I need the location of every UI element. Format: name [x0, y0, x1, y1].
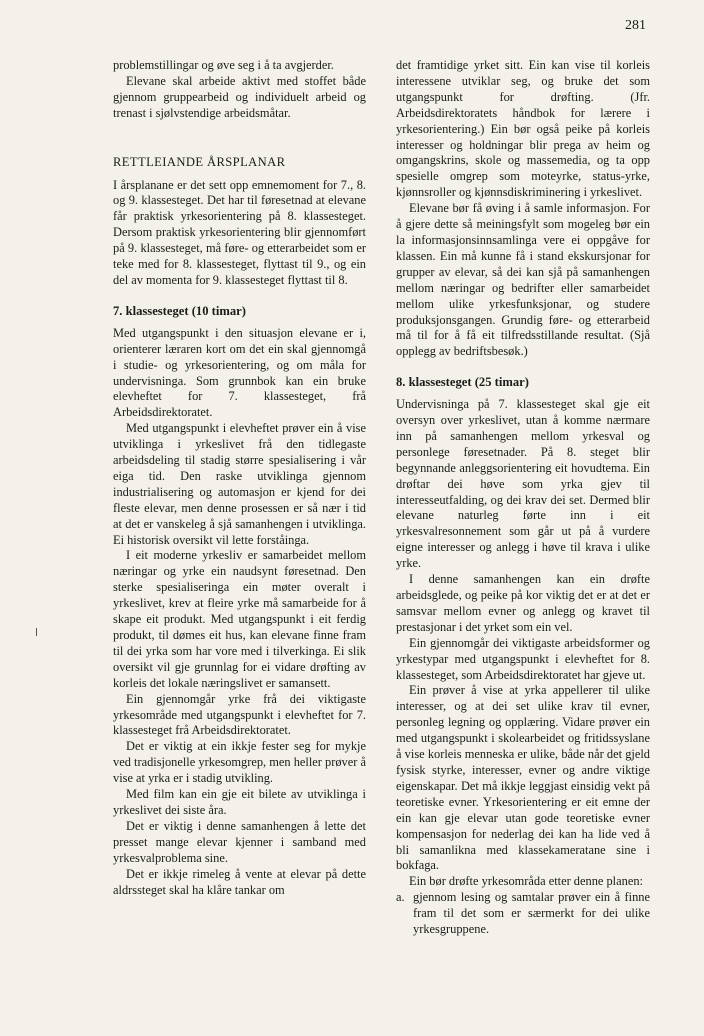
grade8-paragraph-3: Ein gjennomgår dei viktigaste arbeidsformer og yrkestypar med utgangspunkt i elevheftet for 8. klassesteget, som Arbeidsdirektoratet har gjeve ut. [396, 635, 650, 682]
plan-item-text: gjennom lesing og samtalar prøver ein å finne fram til det som er særmerkt for dei ulike yrkesgruppene. [413, 890, 650, 937]
grade8-paragraph-5: Ein bør drøfte yrkesområda etter denne planen: [409, 874, 643, 889]
right-column [396, 58, 650, 938]
margin-mark [36, 628, 37, 636]
grade8-heading: 8. klassesteget (25 timar) [396, 375, 529, 390]
grade7-heading: 7. klassesteget (10 timar) [113, 303, 246, 318]
right-paragraph-2: Elevane bør få øving i å samle informasjon. For å gjere dette så meiningsfylt som mogeleg bør ein la informasjonsinnsamlinga vere ei oppgåve for klassen. Ein må kunne få i stand ekskursjonar for grupper av elevar, så dei kan sjå på samanhengen mellom næringar og bedrifter eller samarbeidet mellom ulike yrkesfunksjonar, og studere produksjonsgangen. Grundig føre- og etterarbeid må til for å få eit tilfredsstillande resultat. (Sjå opplegg av bedriftsbesøk.) [396, 201, 650, 359]
grade7-paragraph-7: Det er viktig i denne samanhengen å lette det presset mange elevar kjenner i samband med yrkesvalproblema sine. [113, 818, 366, 865]
left-column [113, 58, 366, 898]
grade8-paragraph-1: Undervisninga på 7. klassesteget skal gje eit oversyn over yrkeslivet, utan å komme nærmare inn på samanhengen mellom yrkesval og personlege føresetnader. På 8. steget blir begynnande anleggsorientering eit hovudtema. Ein drøftar dei høve som yrka gjev til interesseutfalding, og dei krav dei set. Dermed blir elevane naturleg førte inn i eit yrkesvalresonnement som går ut på å vurdere eigne interesser og anlegg i høve til krava i ulike yrke. [396, 397, 650, 571]
page-number: 281 [625, 18, 646, 33]
plan-item-marker: a. [396, 890, 405, 905]
intro-paragraph-1: problemstillingar og øve seg i å ta avgjerder. [113, 58, 334, 72]
grade7-paragraph-1: Med utgangspunkt i den situasjon elevane er i, orienterer læraren kort om det ein skal gjennomgå i studie- og yrkesorientering, og om måla for undervisninga. Som grunnbok kan ein bruke elevheftet for 7. klassesteget, frå Arbeidsdirektoratet. [113, 325, 366, 420]
grade7-paragraph-8: Det er ikkje rimeleg å vente at elevar på dette aldrssteget skal ha klåre tankar om [113, 866, 366, 897]
section-paragraph: I årsplanane er det sett opp emnemoment for 7., 8. og 9. klassesteget. Det har til føresetnad at elevane får praktisk yrkesorientering på 8. klassesteget. Dersom praktisk yrkesorientering blir gjennomført på 9. klassesteget, må føre- og etterarbeidet som er teke med for 8. klassesteget, flyttast til 9., og ein del av momenta for 9. klassesteget flyttast til 8. [113, 177, 366, 287]
grade7-paragraph-5: Det er viktig at ein ikkje fester seg for mykje ved tradisjonelle yrkesomgrep, men heller prøver å vise at yrka er i stadig utvikling. [113, 739, 366, 786]
grade7-paragraph-3: I eit moderne yrkesliv er samarbeidet mellom næringar og yrke ein naudsynt føresetnad. Den sterke spesialiseringa ein møter overalt i yrkeslivet, krev at fleire yrke må samarbeide for å skape eit produkt. Med utgangspunkt i eit ferdig produkt, til dømes eit hus, kan elevane finne fram til dei yrka som har vore med i tilverkinga. Ei slik oversikt vil gje grunnlag for ei vidare drøfting av korleis det lokale næringslivet er samansett. [113, 548, 366, 690]
right-paragraph-1: det framtidige yrket sitt. Ein kan vise til korleis interessene utviklar seg, og bruke det som utgangspunkt for drøfting. (Jfr. Arbeidsdirektoratets håndbok for lærere i yrkesorientering.) Ein bør også peike på korleis interesser og holdningar blir prega av heim og omgangskrins, skole og massemedia, og ta opp spesielle omgrep som moteyrke, status-yrke, kjønnsroller og kjønnsdiskriminering i yrkeslivet. [396, 58, 650, 200]
grade7-paragraph-2: Med utgangspunkt i elevheftet prøver ein å vise utviklinga i yrkeslivet frå den tidlegaste arbeidsdeling til stadig større spesialisering i vår eiga tid. Den raske utviklinga gjennom industrialisering og automasjon er kjend for dei fleste elevar, men denne prosessen er så nær i tid at det er vanskeleg å sjå samanhengen i utviklinga. Ei historisk oversikt vil lette forståinga. [113, 421, 366, 547]
intro-paragraph-2: Elevane skal arbeide aktivt med stoffet både gjennom gruppearbeid og individuelt arbeid og trenast i sjølvstendige arbeidsmåtar. [113, 73, 366, 120]
section-heading: RETTLEIANDE ÅRSPLANAR [113, 154, 286, 169]
grade8-paragraph-4: Ein prøver å vise at yrka appellerer til ulike interesser, og at dei set ulike krav til evner, personleg legning og opplæring. Vidare prøver ein med utgangspunkt i skolearbeidet og fritidssyslane å vise korleis menneska er ulike, både når det gjeld fysisk styrke, interesser, evner og andre viktige eigenskapar. Det må ikkje leggjast einsidig vekt på teoretiske evner. Yrkesorientering er eit emne der ein kan gje elevar utan gode teoretiske evner kompensasjon for nederlag dei kan ha lide ved å bli samanlikna med klassekameratane sine i bokfaga. [396, 683, 650, 873]
grade8-paragraph-2: I denne samanhengen kan ein drøfte arbeidsglede, og peike på kor viktig det er at det er samsvar mellom evner og anlegg og kravet til prestasjonar i det yrket som ein vel. [396, 572, 650, 634]
plan-item [396, 890, 650, 938]
plan-list [396, 890, 650, 938]
grade7-paragraph-4: Ein gjennomgår yrke frå dei viktigaste yrkesområde med utgangspunkt i elevheftet for 7. klassesteget frå Arbeidsdirektoratet. [113, 691, 366, 738]
grade7-paragraph-6: Med film kan ein gje eit bilete av utviklinga i yrkeslivet dei siste åra. [113, 787, 366, 817]
